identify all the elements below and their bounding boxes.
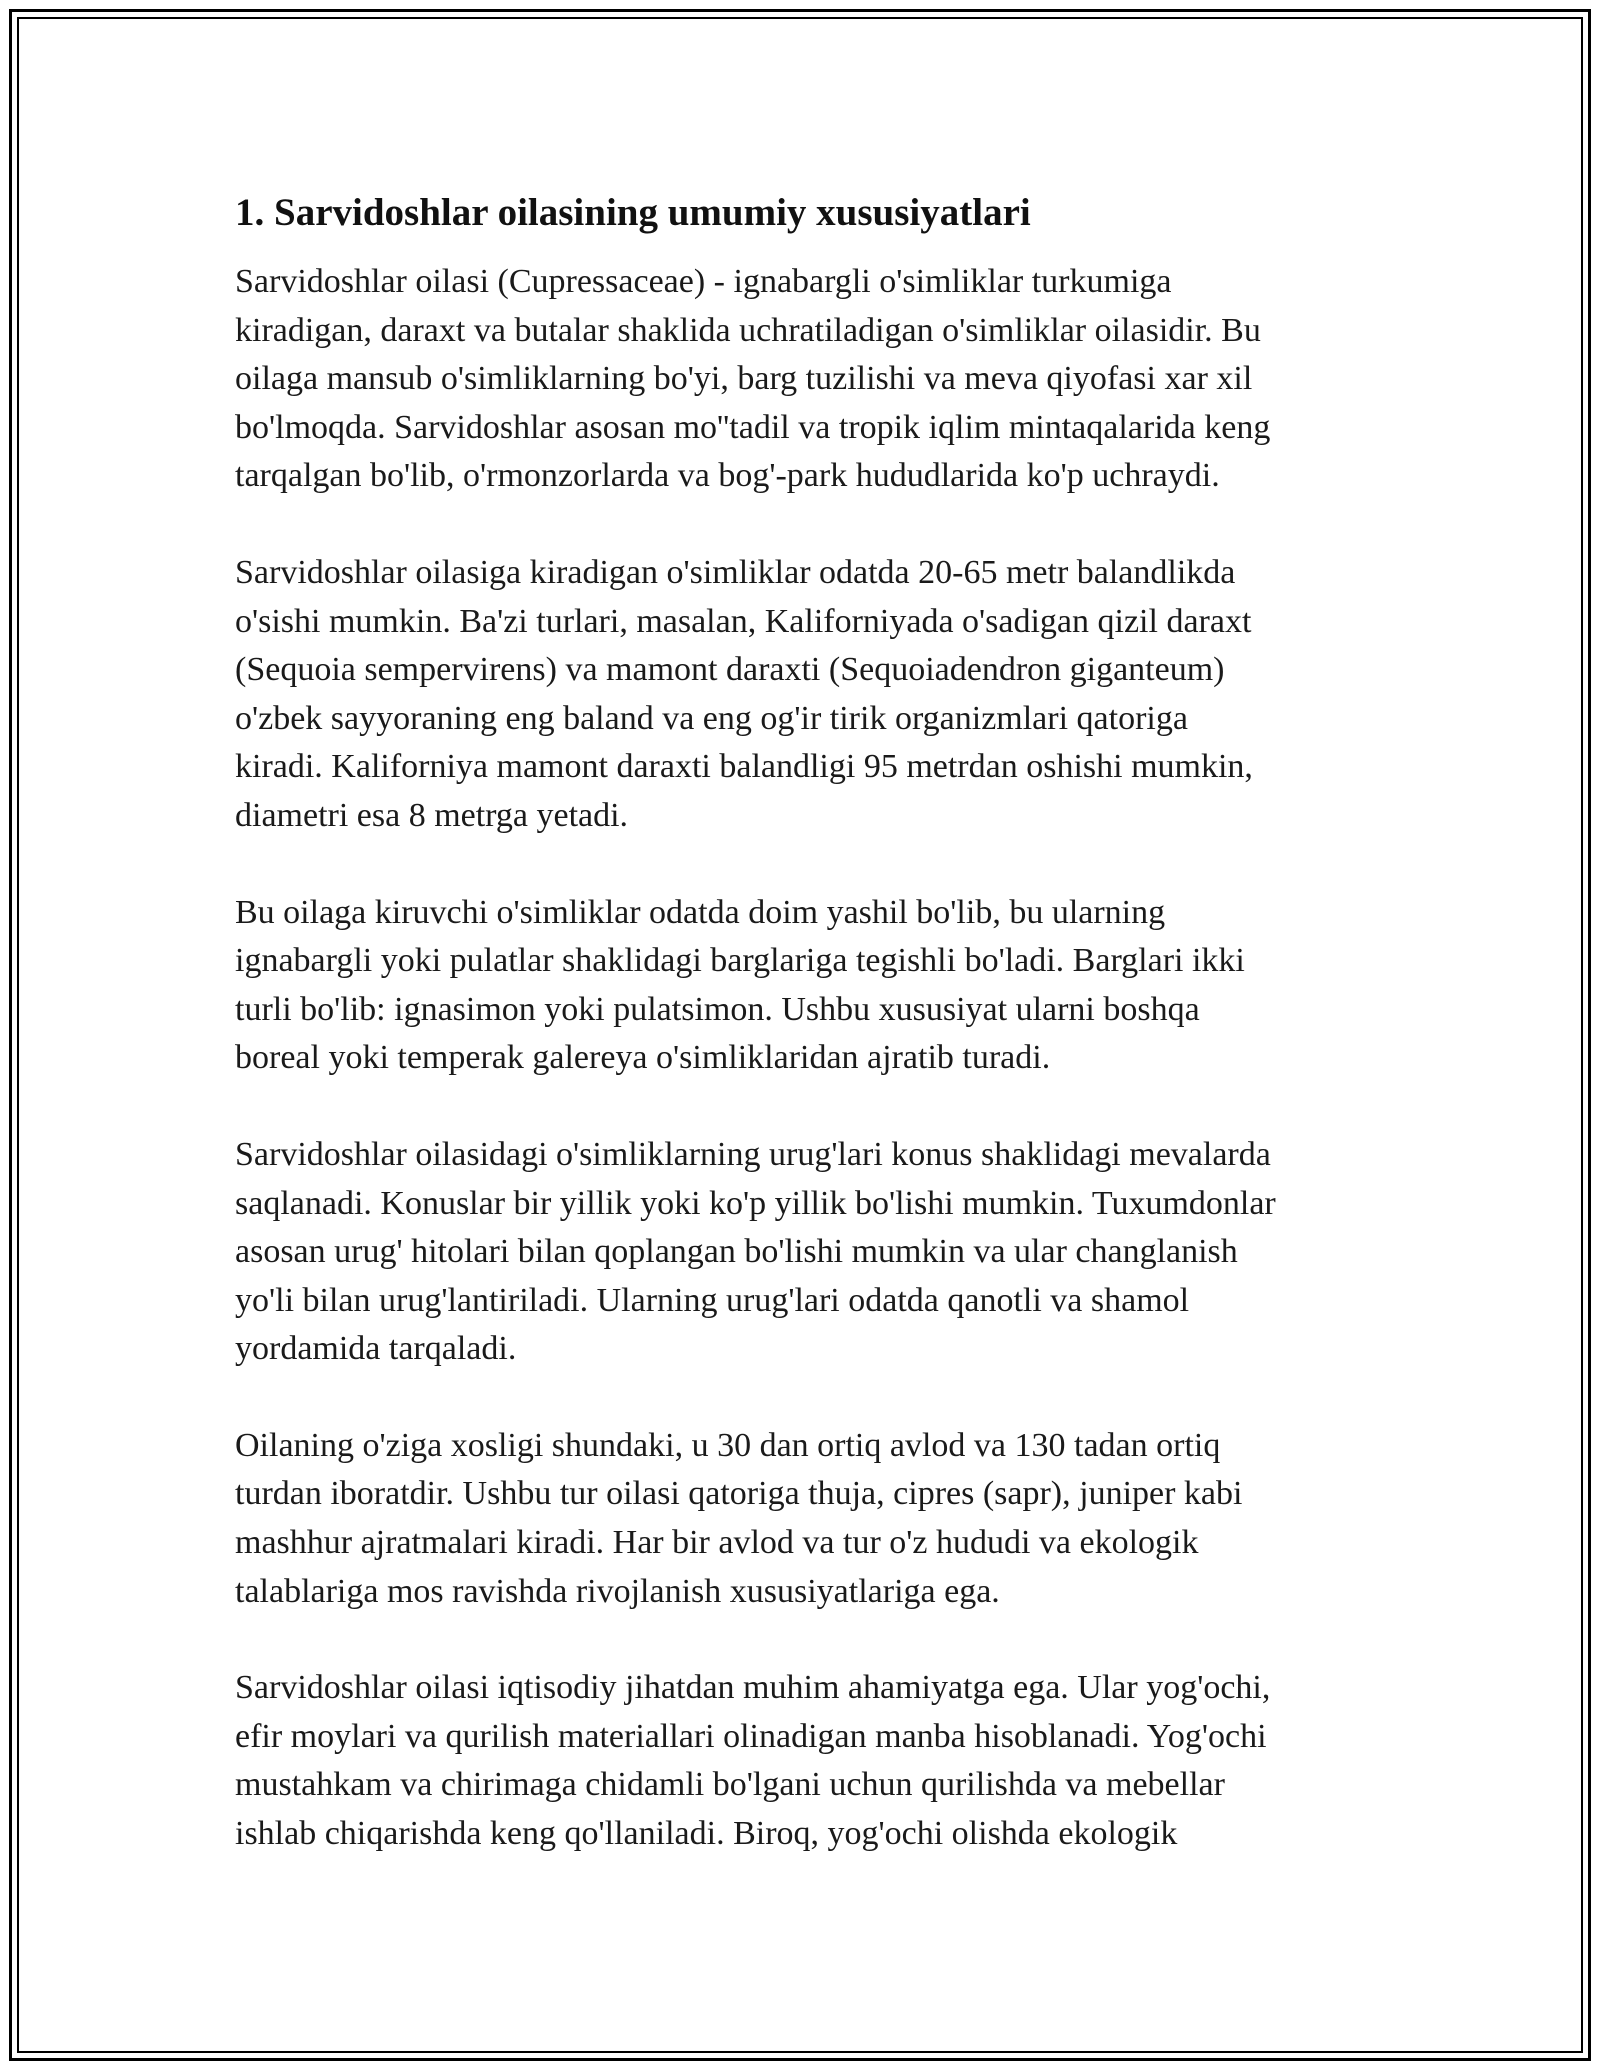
document-body: [235, 188, 1375, 1907]
section-heading: 1. Sarvidoshlar oilasining umumiy xususiyatlari: [235, 191, 1031, 234]
paragraph-seeds: Sarvidoshlar oilasidagi o'simliklarning urug'lari konus shaklidagi mevalarda saqlanadi. Konuslar bir yillik yoki ko'p yillik bo'lishi mumkin. Tuxumdonlar asosan urug' hitolari bilan qoplangan bo'lishi mumkin va ular changlanish yo'li bilan urug'lantiriladi. Ularning urug'lari odatda qanotli va shamol yordamida tarqaladi.: [235, 1135, 1276, 1368]
paragraph-intro: Sarvidoshlar oilasi (Cupressaceae) - ignabargli o'simliklar turkumiga kiradigan, daraxt va butalar shaklida uchratiladigan o'simliklar oilasidir. Bu oilaga mansub o'simliklarning bo'yi, barg tuzilishi va meva qiyofasi xar xil bo'lmoqda. Sarvidoshlar asosan mo''tadil va tropik iqlim mintaqalarida keng tarqalgan bo'lib, o'rmonzorlarda va bog'-park hududlarida ko'p uchraydi.: [235, 263, 1271, 495]
paragraph-economy: Sarvidoshlar oilasi iqtisodiy jihatdan muhim ahamiyatga ega. Ular yog'ochi, efir moylari va qurilish materiallari olinadigan manba hisoblanadi. Yog'ochi mustahkam va chirimaga chidamli bo'lgani uchun qurilishda va mebellar ishlab chiqarishda keng qo'llaniladi. Biroq, yog'ochi olishda ekologik: [235, 1669, 1271, 1853]
paragraph-leaves: Bu oilaga kiruvchi o'simliklar odatda doim yashil bo'lib, bu ularning ignabargli yoki pulatlar shaklidagi barglariga tegishli bo'ladi. Barglari ikki turli bo'lib: ignasimon yoki pulatsimon. Ushbu xususiyat ularni boshqa boreal yoki temperak galereya o'simliklaridan ajratib turadi.: [235, 893, 1245, 1077]
paragraph-height: Sarvidoshlar oilasiga kiradigan o'simliklar odatda 20-65 metr balandlikda o'sishi mumkin. Ba'zi turlari, masalan, Kaliforniyada o'sadigan qizil daraxt (Sequoia sempervirens) va mamont daraxti (Sequoiadendron giganteum) o'zbek sayyoraning eng baland va eng og'ir tirik organizmlari qatoriga kiradi. Kaliforniya mamont daraxti balandligi 95 metrdan oshishi mumkin, diametri esa 8 metrga yetadi.: [235, 553, 1253, 834]
paragraph-genera: Oilaning o'ziga xosligi shundaki, u 30 dan ortiq avlod va 130 tadan ortiq turdan iboratdir. Ushbu tur oilasi qatoriga thuja, cipres (sapr), juniper kabi mashhur ajratmalari kiradi. Har bir avlod va tur o'z hududi va ekologik talablariga mos ravishda rivojlanish xususiyatlariga ega.: [235, 1426, 1243, 1610]
